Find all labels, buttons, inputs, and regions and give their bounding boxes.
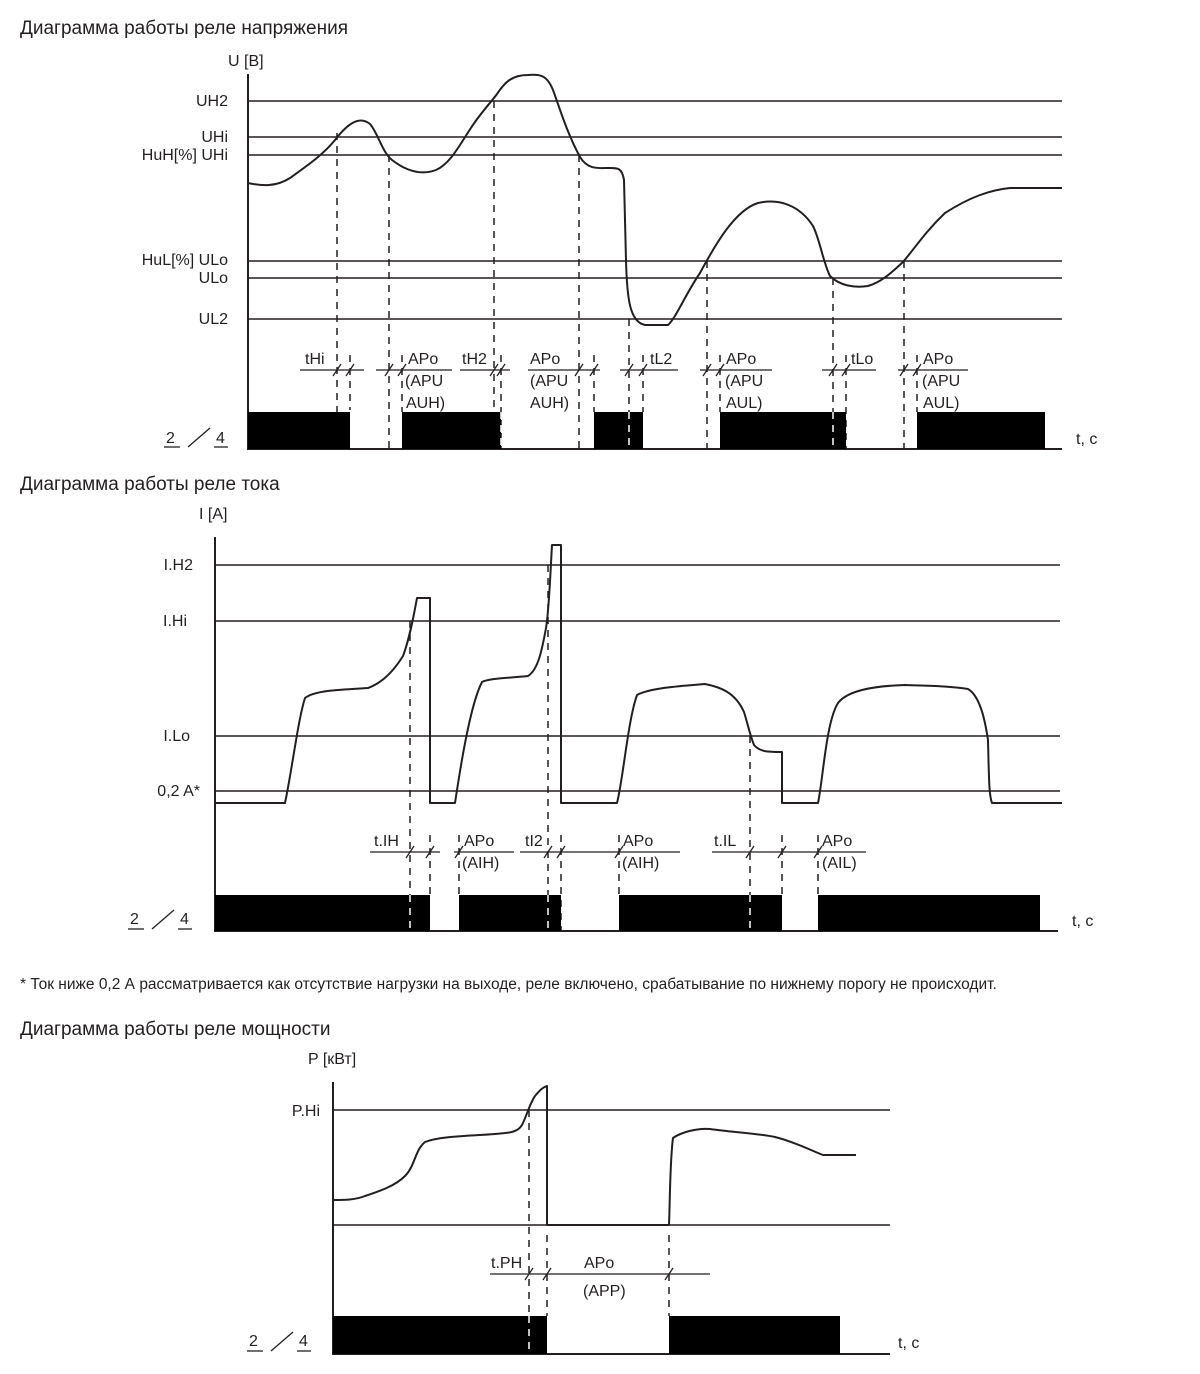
current-relay-bar-2 bbox=[459, 895, 561, 931]
delay-tph: t.PH bbox=[491, 1255, 523, 1272]
current-delay-markers bbox=[370, 846, 866, 858]
apo-current-1: APo bbox=[464, 833, 495, 850]
mode-aih-2: (AIH) bbox=[622, 855, 660, 872]
relay-on-bar-1 bbox=[248, 412, 350, 449]
current-diagram bbox=[128, 506, 1093, 932]
apo-label-1: APo bbox=[408, 351, 439, 368]
apo-current-2: APo bbox=[623, 833, 654, 850]
delay-ti2: tI2 bbox=[525, 833, 543, 850]
level-label-huh-uhi: HuH[%] UHi bbox=[141, 147, 228, 164]
mode-aul-1a: (APU bbox=[725, 373, 764, 390]
level-label-ilo: I.Lo bbox=[163, 728, 190, 745]
power-relay-bar-2 bbox=[669, 1316, 840, 1354]
power-diagram bbox=[247, 1051, 919, 1355]
current-diagram-title: Диаграмма работы реле тока bbox=[20, 474, 280, 495]
level-label-ul2: UL2 bbox=[198, 311, 228, 328]
level-label-ihi: I.Hi bbox=[163, 613, 187, 630]
delay-tih: t.IH bbox=[374, 833, 399, 850]
mode-ail: (AIL) bbox=[822, 855, 857, 872]
power-time-label: t, c bbox=[898, 1335, 920, 1352]
contact-2: 2 bbox=[166, 430, 175, 447]
voltage-axis-label: U [В] bbox=[228, 53, 264, 70]
current-relay-bar-3 bbox=[619, 895, 782, 931]
apo-current-3: APo bbox=[822, 833, 853, 850]
delay-th2: tH2 bbox=[462, 351, 487, 368]
delay-til: t.IL bbox=[714, 833, 737, 850]
mode-aih-1: (AIH) bbox=[462, 855, 500, 872]
delay-thi: tHi bbox=[305, 351, 325, 368]
power-contact-4: 4 bbox=[299, 1333, 308, 1350]
voltage-curve bbox=[248, 75, 1062, 325]
current-time-label: t, c bbox=[1072, 913, 1094, 930]
current-curve bbox=[215, 545, 1062, 803]
relay-on-bar-2 bbox=[402, 412, 501, 449]
voltage-time-label: t, c bbox=[1076, 431, 1098, 448]
power-axis-label: P [кВт] bbox=[308, 1051, 357, 1068]
mode-aul-2a: (APU bbox=[922, 373, 961, 390]
power-curve bbox=[333, 1086, 856, 1225]
apo-label-4: APo bbox=[923, 351, 954, 368]
current-contact-symbol bbox=[128, 910, 192, 929]
relay-on-bar-3 bbox=[594, 412, 643, 449]
current-contact-2: 2 bbox=[130, 911, 139, 928]
voltage-contact-symbol bbox=[164, 428, 228, 447]
mode-auh-1b: AUH) bbox=[406, 395, 446, 412]
power-contact-2: 2 bbox=[249, 1333, 258, 1350]
power-contact-symbol bbox=[247, 1332, 311, 1351]
apo-power: APo bbox=[584, 1255, 615, 1272]
footnote: * Ток ниже 0,2 А рассматривается как отсутствие нагрузки на выходе, реле включено, срабатывание по нижнему порогу не происходит. bbox=[20, 976, 997, 993]
level-label-uhi: UHi bbox=[201, 129, 228, 146]
delay-tlo: tLo bbox=[851, 351, 874, 368]
power-relay-bar-1 bbox=[333, 1316, 547, 1354]
relay-on-bar-5 bbox=[917, 412, 1045, 449]
voltage-diagram-title: Диаграмма работы реле напряжения bbox=[20, 18, 348, 39]
current-relay-bar-1 bbox=[215, 895, 430, 931]
voltage-diagram bbox=[142, 53, 1098, 450]
current-axis-label: I [A] bbox=[199, 506, 228, 523]
mode-auh-1a: (APU bbox=[405, 373, 444, 390]
apo-label-3: APo bbox=[726, 351, 757, 368]
mode-aul-2b: AUL) bbox=[923, 395, 960, 412]
power-diagram-title: Диаграмма работы реле мощности bbox=[20, 1019, 331, 1040]
contact-4: 4 bbox=[216, 430, 225, 447]
level-label-uh2: UH2 bbox=[195, 93, 228, 110]
mode-auh-2b: AUH) bbox=[530, 395, 570, 412]
apo-label-2: APo bbox=[530, 351, 561, 368]
current-relay-bar-4 bbox=[818, 895, 1040, 931]
mode-auh-2a: (APU bbox=[530, 373, 569, 390]
level-label-phi: P.Hi bbox=[291, 1103, 320, 1120]
mode-app: (APP) bbox=[583, 1283, 626, 1300]
delay-tl2: tL2 bbox=[650, 351, 673, 368]
current-contact-4: 4 bbox=[180, 911, 189, 928]
level-label-hul-ulo: HuL[%] ULo bbox=[141, 252, 228, 269]
level-label-0-2a: 0,2 A* bbox=[157, 783, 200, 800]
mode-aul-1b: AUL) bbox=[726, 395, 763, 412]
relay-on-bar-4 bbox=[720, 412, 846, 449]
level-label-ih2: I.H2 bbox=[163, 557, 193, 574]
level-label-ulo: ULo bbox=[198, 270, 228, 287]
